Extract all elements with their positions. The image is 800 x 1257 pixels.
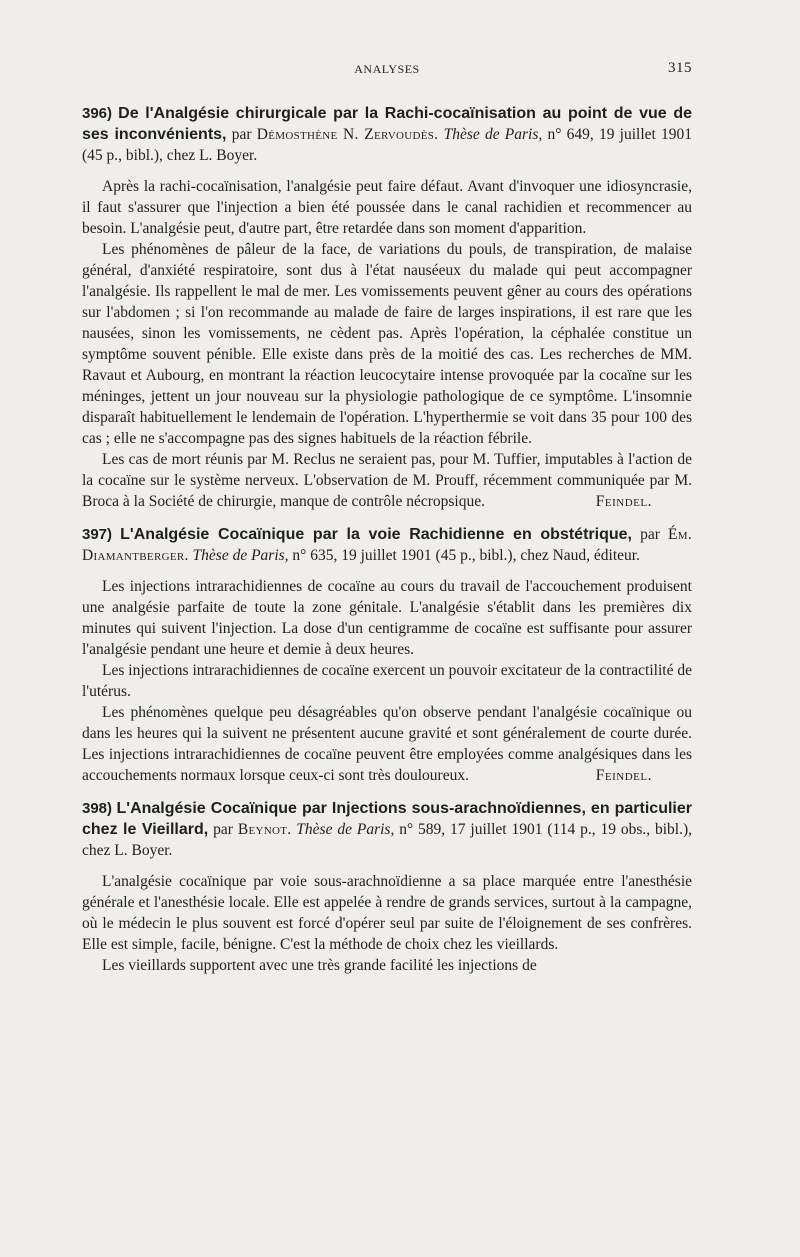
entry-398	[82, 798, 692, 976]
entry-by: par	[231, 126, 252, 143]
paragraph: Après la rachi-cocaïnisation, l'analgésie peut faire défaut. Avant d'invoquer une idiosyncrasie, il faut s'assurer que l'injection a bien été poussée dans le canal rachidien et recommencer au besoin. L'analgésie peut, d'autre part, être retardée dans son moment d'apparition.	[82, 178, 692, 237]
paragraph	[82, 702, 692, 786]
signature: Feindel.	[595, 767, 652, 784]
entry-text	[82, 176, 692, 512]
entry-thesis: Thèse de Paris,	[443, 126, 543, 143]
paragraph: L'analgésie cocaïnique par voie sous-arachnoïdienne a sa place marquée entre l'anesthésie générale et l'anesthésie locale. Elle est appelée à rendre de grands services, surtout à la campagne, où le médecin le plus souvent est forcé d'opérer seul par suite de l'éloignement de ses confrères. Elle est simple, facile, bénigne. C'est la méthode de choix chez les vieillards.	[82, 873, 692, 953]
entry-heading	[82, 103, 692, 166]
paragraph: Les injections intrarachidiennes de cocaïne au cours du travail de l'accouchement produisent une analgésie parfaite de toute la zone génitale. L'analgésie s'établit dans les premières dix minutes qui suivent l'injection. La dose d'un centigramme de cocaïne est suffisante pour assurer l'analgésie pendant une heure et demie à deux heures.	[82, 578, 692, 658]
running-head	[82, 62, 692, 84]
paragraph: Les injections intrarachidiennes de cocaïne exercent un pouvoir excitateur de la contractilité de l'utérus.	[82, 662, 692, 700]
entry-details: n° 649, 19 juillet 1901 (45 p., bibl.), chez L. Boyer.	[82, 126, 693, 164]
signature: Feindel.	[595, 493, 652, 510]
paragraph-text: Les phénomènes quelque peu désagréables qu'on observe pendant l'analgésie cocaïnique ou dans les heures qui la suivent ne présentent aucune gravité et sont généralement de courte durée. Les injections intrarachidiennes de cocaïne peuvent être employées comme analgésiques dans les accouchements normaux lorsque ceux-ci sont très douloureux.	[82, 704, 692, 784]
paragraph: Les vieillards supportent avec une très grande facilité les injections de	[102, 957, 537, 974]
article-body	[82, 103, 692, 988]
entry-author: Démosthène N. Zervoudès.	[256, 126, 439, 143]
entry-heading	[82, 524, 692, 566]
entry-thesis: Thèse de Paris,	[296, 821, 395, 838]
entry-number: 397)	[82, 526, 113, 543]
entry-by: par	[640, 526, 660, 543]
entry-thesis: Thèse de Paris,	[192, 547, 289, 564]
paragraph: Les phénomènes de pâleur de la face, de variations du pouls, de transpiration, de malaise général, d'anxiété respiratoire, sont dus à l'état nauséeux du malade qui peut accompagner l'analgésie. Ils rappellent le mal de mer. Les vomissements peuvent gêner au cours des opérations sur l'abdomen ; si l'on recommande au malade de faire de larges inspirations, il est rare que les nausées, sinon les vomissements, ne cèdent pas. Après l'opération, la céphalée constitue un symptôme souvent pénible. Elle existe dans près de la moitié des cas. Les recherches de MM. Ravaut et Aubourg, en montrant la réaction leucocytaire intense provoquée par la cocaïne sur les méninges, jettent un jour nouveau sur la physiologie pathologique de ce symptôme. L'insomnie disparaît habituellement le lendemain de l'opération. L'hyperthermie se voit dans 35 pour 100 des cas ; elle ne s'accompagne pas des signes habituels de la réaction fébrile.	[82, 241, 692, 447]
entry-title: L'Analgésie Cocaïnique par Injections sous-arachnoïdiennes, en particulier chez le Vieillard,	[82, 800, 692, 838]
entry-title: L'Analgésie Cocaïnique par la voie Rachidienne en obstétrique,	[120, 526, 632, 543]
entry-author: Ém. Diamantberger.	[82, 526, 693, 564]
entry-396	[82, 103, 692, 512]
entry-397	[82, 524, 692, 786]
entry-text	[82, 871, 692, 976]
entry-details: n° 589, 17 juillet 1901 (114 p., 19 obs., bibl.), chez L. Boyer.	[82, 821, 693, 859]
paragraph	[82, 449, 692, 512]
entry-number: 396)	[82, 105, 113, 122]
entry-text	[82, 576, 692, 786]
entry-title: De l'Analgésie chirurgicale par la Rachi-cocaïnisation au point de vue de ses inconvénients,	[82, 105, 692, 143]
entry-details: n° 635, 19 juillet 1901 (45 p., bibl.), chez Naud, éditeur.	[292, 547, 640, 564]
entry-by: par	[213, 821, 233, 838]
paragraph-text: Les cas de mort réunis par M. Reclus ne seraient pas, pour M. Tuffier, imputables à l'action de la cocaïne sur le système nerveux. L'observation de M. Prouff, récemment communiquée par M. Broca à la Société de chirurgie, manque de contrôle nécropsique.	[82, 451, 692, 510]
entry-heading	[82, 798, 692, 861]
page-number: 315	[668, 60, 692, 76]
entry-number: 398)	[82, 800, 113, 817]
entry-author: Beynot.	[237, 821, 292, 838]
running-head-title: ANALYSES	[354, 62, 420, 76]
